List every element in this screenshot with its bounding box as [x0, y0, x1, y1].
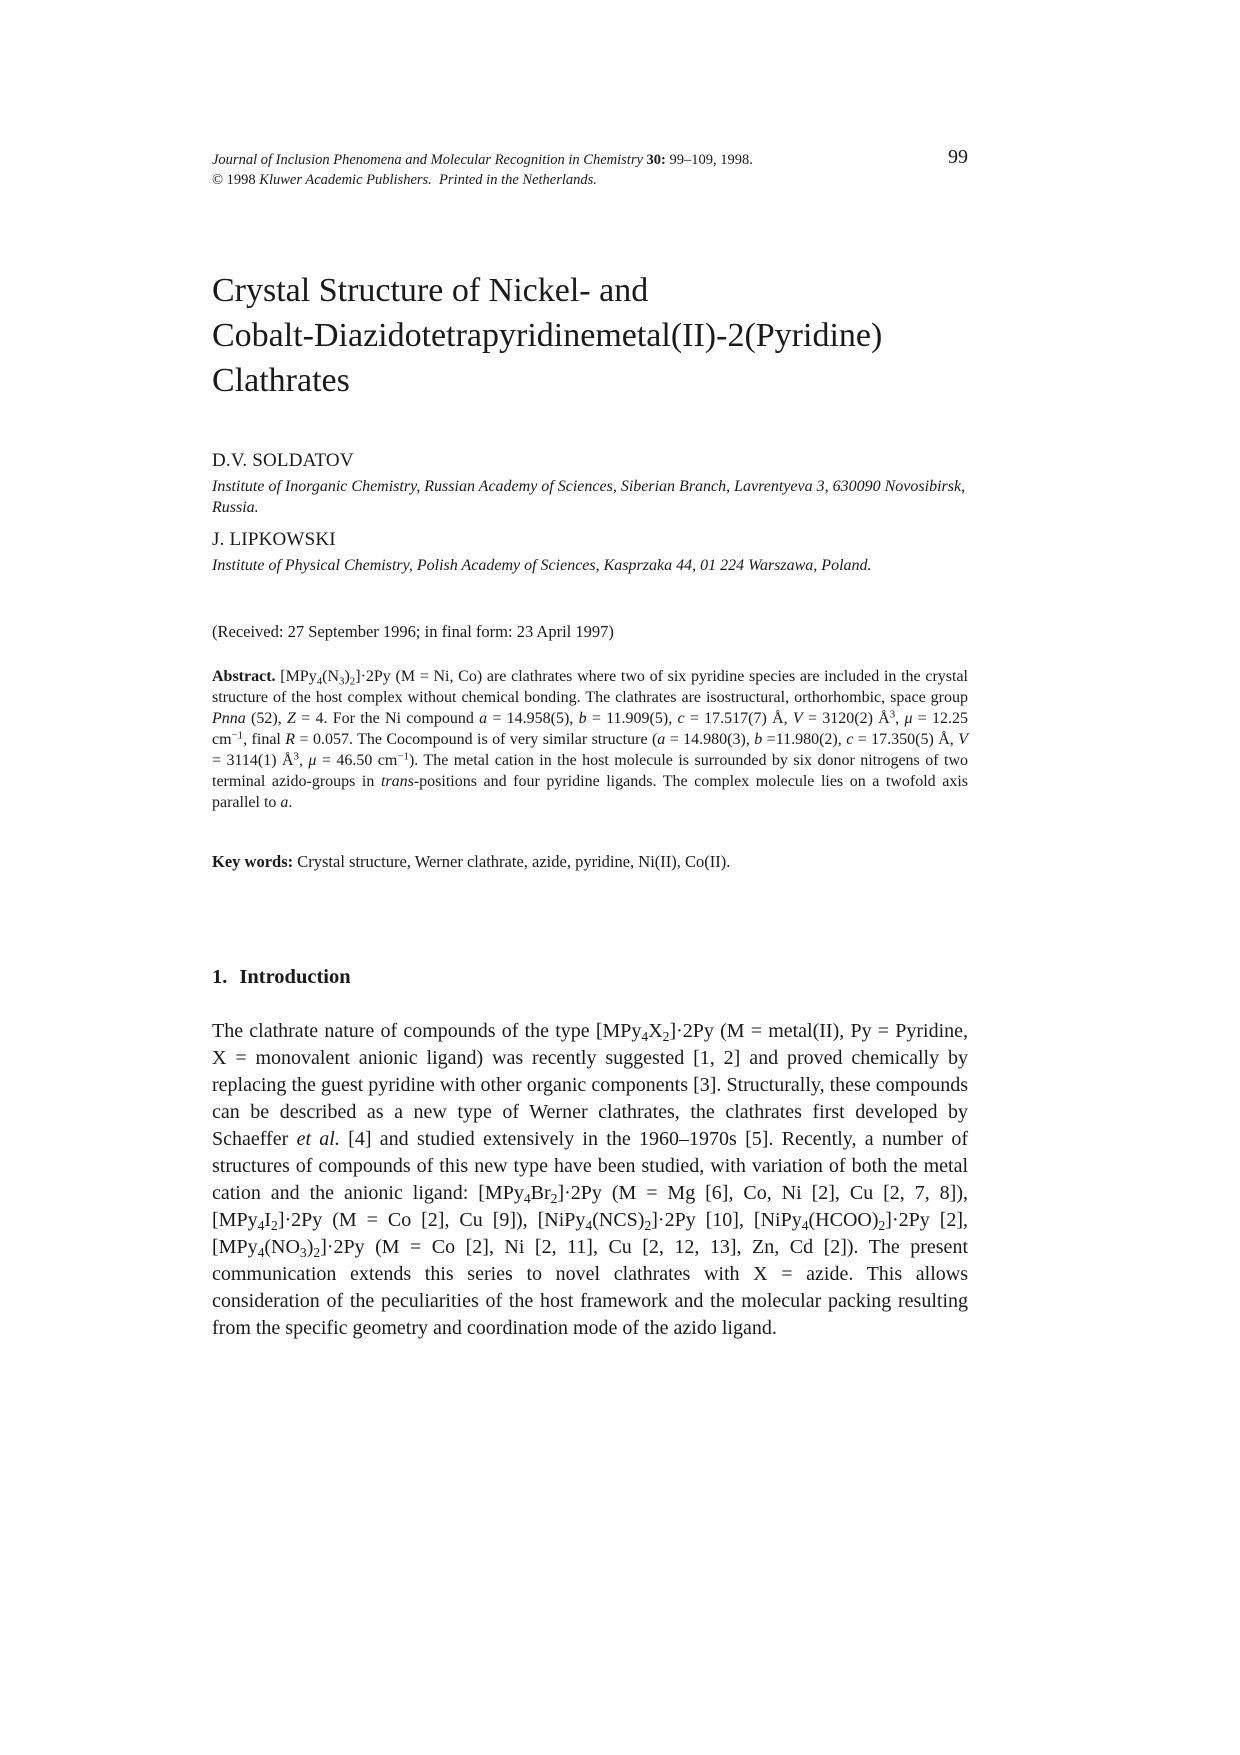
math-symbol: R [285, 731, 296, 748]
abstract-text: (M = Ni, Co) are clathrates where two of six pyridine species are included in the crystal structure of the host complex without chemical bonding. The clathrates are isostructural, orthorhombic, space group [212, 668, 969, 706]
journal-name: Journal of Inclusion Phenomena and Molecular Recognition in Chemistry [212, 152, 643, 168]
body-text: X [648, 1020, 663, 1042]
paper-page [212, 0, 968, 1755]
abstract-text: = 4. For the Ni compound [295, 710, 480, 727]
subscript: 3 [339, 675, 345, 688]
abstract-text: [MPy [280, 668, 317, 685]
math-symbol: a [479, 710, 488, 727]
paper-title [212, 268, 882, 403]
author-affiliation: Institute of Physical Chemistry, Polish Academy of Sciences, Kasprzaka 44, 01 224 Warszawa, Poland. [212, 557, 872, 574]
superscript: 3 [293, 750, 299, 763]
abstract-text: . [288, 794, 293, 811]
abstract-text: = 3114(1) Å [212, 752, 294, 769]
subscript: 2 [662, 1029, 670, 1045]
introduction-paragraph [212, 1018, 968, 1342]
abstract-text: =11.980(2), [762, 731, 847, 748]
keywords-text: Crystal structure, Werner clathrate, azide, pyridine, Ni(II), Co(II). [293, 852, 731, 871]
math-symbol: c [846, 731, 854, 748]
abstract-text: (52), [245, 710, 287, 727]
body-text: The clathrate nature of compounds of the type [MPy [212, 1020, 642, 1042]
abstract-text: = 3120(2) Å [802, 710, 890, 727]
body-text: ]·2Py (M = Mg [6], Co, Ni [2], Cu [2, 7, 8]), [MPy [212, 1182, 968, 1231]
subscript: 2 [271, 1218, 278, 1234]
abstract-text: ]·2Py [355, 668, 391, 685]
abstract-text: ). The metal cation in the host molecule is surrounded by six donor nitrogens of two terminal azido-groups in [212, 752, 968, 790]
abstract-text: , final [243, 731, 286, 748]
author-name: D.V. SOLDATOV [212, 450, 354, 471]
title-line: Crystal Structure of Nickel- and [212, 272, 649, 309]
abstract-text: ) [344, 668, 350, 685]
body-text: ]·2Py [2], [MPy [212, 1209, 969, 1258]
printed-location: Printed in the Netherlands. [439, 172, 597, 188]
abstract-text: = 14.958(5), [487, 710, 579, 727]
superscript: −1 [231, 729, 244, 742]
math-symbol: b [578, 710, 587, 727]
subscript: 4 [316, 675, 323, 688]
math-symbol: μ [308, 752, 317, 769]
copyright-year: 1998 [226, 172, 256, 188]
math-symbol: V [958, 731, 968, 748]
received-dates: (Received: 27 September 1996; in final form: 23 April 1997) [212, 622, 614, 641]
author-affiliation: Institute of Inorganic Chemistry, Russian Academy of Sciences, Siberian Branch, Lavrentyeva 3, 630090 Novosibirsk, Russia. [212, 478, 966, 516]
abstract-text: -positions and four pyridine ligands. The complex molecule lies on a twofold axis parallel to [212, 773, 968, 811]
subscript: 4 [523, 1191, 531, 1207]
math-symbol: μ [904, 710, 913, 727]
subscript: 4 [801, 1218, 809, 1234]
abstract-text: = 46.50 cm [316, 752, 398, 769]
abstract-text: = 0.057. The Cocompound is of very similar structure ( [295, 731, 658, 748]
emphasis: trans [380, 773, 414, 790]
math-symbol: b [754, 731, 763, 748]
body-text: (NCS) [592, 1209, 645, 1231]
abstract-text: (N [322, 668, 340, 685]
journal-pages-year: 99–109, 1998. [669, 152, 753, 168]
abstract-text: = 11.909(5), [586, 710, 678, 727]
abstract-text: , [298, 752, 309, 769]
subscript: 3 [299, 1245, 307, 1261]
body-text: (HCOO) [808, 1209, 879, 1231]
abstract [212, 666, 968, 813]
keywords-label: Key words: [212, 852, 294, 871]
author-name: J. LIPKOWSKI [212, 529, 336, 550]
math-symbol: a [657, 731, 666, 748]
section-title: Introduction [239, 966, 351, 988]
superscript: −1 [397, 750, 409, 763]
body-text: ) [306, 1236, 314, 1258]
subscript: 2 [878, 1218, 886, 1234]
math-symbol: c [677, 710, 685, 727]
subscript: 2 [349, 675, 356, 688]
publisher: Kluwer Academic Publishers. [259, 172, 432, 188]
title-line: Clathrates [212, 362, 350, 399]
space-group: Pnna [212, 710, 246, 727]
superscript: 3 [889, 708, 896, 721]
copyright-line [212, 170, 597, 190]
section-number: 1. [212, 966, 228, 988]
copyright-symbol: © [212, 172, 224, 188]
keywords [212, 852, 730, 872]
abstract-text: = 17.350(5) Å, [853, 731, 959, 748]
abstract-text: = 14.980(3), [665, 731, 755, 748]
subscript: 4 [257, 1218, 265, 1234]
emphasis: et al. [296, 1128, 340, 1150]
page-number: 99 [948, 146, 968, 168]
abstract-text: = 17.517(7) Å, [684, 710, 793, 727]
abstract-label: Abstract. [212, 668, 276, 685]
body-text: ]·2Py (M = metal(II), Py = Pyridine, X = monovalent anionic ligand) was recently suggested [1, 2] and proved chemically by replacing the guest pyridine with other organic components [3]. Structurally, these compounds can be described as a new type of Werner clathrates, the clathrates first developed by Schaeffer [212, 1020, 969, 1150]
subscript: 2 [550, 1191, 558, 1207]
math-symbol: V [792, 710, 803, 727]
subscript: 4 [257, 1245, 265, 1261]
subscript: 2 [644, 1218, 652, 1234]
body-text: [4] and studied extensively in the 1960–1970s [5]. Recently, a number of structures of compounds of this new type have been studied, with variation of both the metal cation and the anionic ligand: [MPy [212, 1128, 968, 1204]
section-heading [212, 966, 351, 989]
body-text: ]·2Py [10], [NiPy [651, 1209, 802, 1231]
abstract-text: , [895, 710, 905, 727]
body-text: I [264, 1209, 272, 1231]
math-symbol: Z [286, 710, 296, 727]
subscript: 2 [313, 1245, 321, 1261]
subscript: 4 [585, 1218, 593, 1234]
body-text: ]·2Py (M = Co [2], Ni [2, 11], Cu [2, 12, 13], Zn, Cd [2]). The present communication extends this series to novel clathrates with X = azide. This allows consideration of the peculiarities of the host framework and the molecular packing resulting from the specific geometry and coordination mode of the azido ligand. [212, 1236, 968, 1339]
body-text: (NO [264, 1236, 300, 1258]
title-line: Cobalt-Diazidotetrapyridinemetal(II)-2(Pyridine) [212, 317, 883, 354]
body-text: Br [530, 1182, 551, 1204]
abstract-text: = 12.25 cm [212, 710, 969, 748]
subscript: 4 [641, 1029, 649, 1045]
journal-citation [212, 150, 753, 170]
journal-volume: 30: [646, 152, 666, 168]
math-symbol: a [280, 794, 289, 811]
body-text: ]·2Py (M = Co [2], Cu [9]), [NiPy [277, 1209, 586, 1231]
